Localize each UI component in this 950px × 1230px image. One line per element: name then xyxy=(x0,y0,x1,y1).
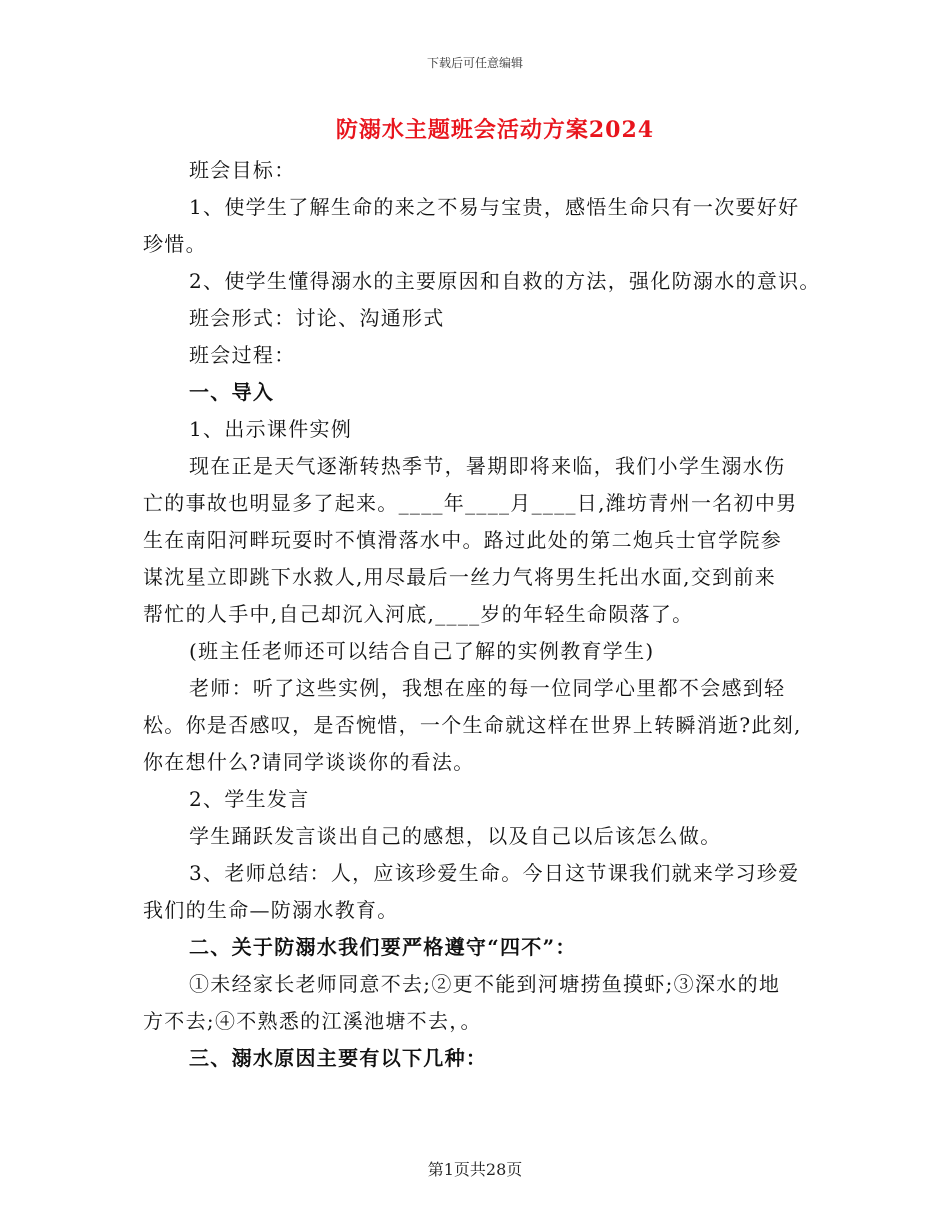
text-line: 班会形式：讨论、沟通形式 xyxy=(189,306,445,330)
text-line: 1、使学生了解生命的来之不易与宝贵，感悟生命只有一次要好好 xyxy=(189,195,800,219)
header-note: 下载后可任意编辑 xyxy=(426,56,523,70)
text-line: 3、老师总结：人，应该珍爱生命。今日这节课我们就来学习珍爱 xyxy=(189,861,800,885)
text-line: 松。你是否感叹，是否惋惜，一个生命就这样在世界上转瞬消逝?此刻, xyxy=(143,713,802,737)
document-body xyxy=(143,152,823,1077)
text-line: (班主任老师还可以结合自己了解的实例教育学生) xyxy=(189,639,655,663)
document-title: 防溺水主题班会活动方案2024 xyxy=(335,117,655,143)
section-heading: 二、关于防溺水我们要严格遵守“四不”： xyxy=(189,935,577,959)
text-line: 班会过程： xyxy=(189,343,296,367)
text-line: 2、使学生懂得溺水的主要原因和自救的方法，强化防溺水的意识。 xyxy=(189,269,821,293)
text-line: 生在南阳河畔玩耍时不慎滑落水中。路过此处的第二炮兵士官学院参 xyxy=(143,528,782,552)
text-line: 珍惜。 xyxy=(143,232,207,256)
text-line: 谋沈星立即跳下水救人,用尽最后一丝力气将男生托出水面,交到前来 xyxy=(143,565,777,589)
section-heading: 一、导入 xyxy=(189,380,275,404)
text-line: 学生踊跃发言谈出自己的感想，以及自己以后该怎么做。 xyxy=(189,824,722,848)
text-line: 我们的生命—防溺水教育。 xyxy=(143,898,399,922)
text-line: 你在想什么?请同学谈谈你的看法。 xyxy=(143,750,475,774)
text-line: ①未经家长老师同意不去;②更不能到河塘捞鱼摸虾;③深水的地 xyxy=(189,972,781,996)
text-line: 2、学生发言 xyxy=(189,787,310,811)
section-heading: 三、溺水原因主要有以下几种： xyxy=(189,1046,488,1070)
page-footer: 第1页共28页 xyxy=(427,1160,523,1179)
text-line: 1、出示课件实例 xyxy=(189,417,353,441)
text-line: 亡的事故也明显多了起来。____年____月____日,潍坊青州一名初中男 xyxy=(143,491,798,515)
text-line: 方不去;④不熟悉的江溪池塘不去，。 xyxy=(143,1009,482,1033)
text-line: 班会目标： xyxy=(189,158,296,182)
text-line: 帮忙的人手中,自己却沉入河底,____岁的年轻生命陨落了。 xyxy=(143,602,694,626)
text-line: 现在正是天气逐渐转热季节，暑期即将来临，我们小学生溺水伤 xyxy=(189,454,786,478)
text-line: 老师：听了这些实例，我想在座的每一位同学心里都不会感到轻 xyxy=(189,676,786,700)
